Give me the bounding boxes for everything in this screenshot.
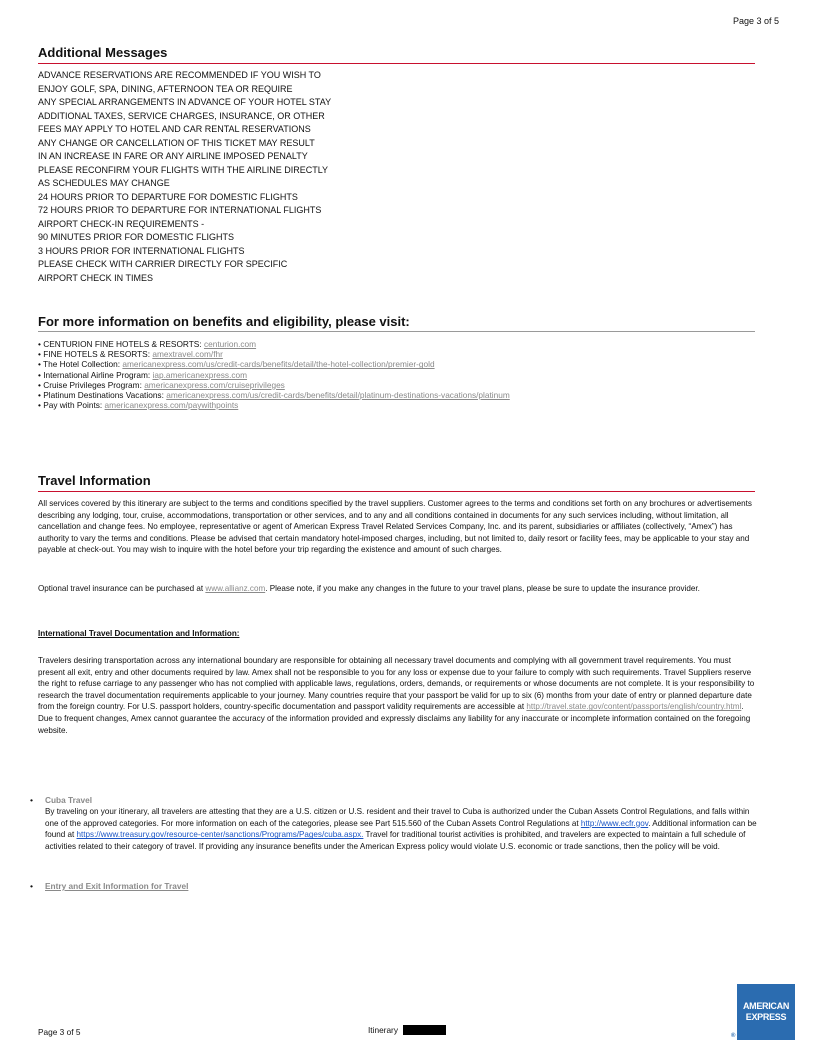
allianz-link[interactable]: www.allianz.com	[205, 584, 266, 593]
insurance-paragraph: Optional travel insurance can be purchased at www.allianz.com. Please note, if you make any changes in the future to your travel plans, please be sure to update the insurance provider.	[38, 584, 700, 593]
message-line: IN AN INCREASE IN FARE OR ANY AIRLINE IMPOSED PENALTY	[38, 151, 308, 161]
message-line: 24 HOURS PRIOR TO DEPARTURE FOR DOMESTIC FLIGHTS	[38, 191, 298, 202]
message-line: 90 MINUTES PRIOR FOR DOMESTIC FLIGHTS	[38, 232, 235, 242]
heading-divider	[38, 491, 755, 492]
registered-mark: ®	[731, 1033, 736, 1039]
list-item: • Cruise Privileges Program: americanexpress.com/cruiseprivileges	[38, 379, 285, 390]
list-item: • CENTURION FINE HOTELS & RESORTS: centurion.com	[38, 339, 257, 349]
intl-docs-paragraph: Travelers desiring transportation across any international boundary are responsible for obtaining all necessary travel documents and complying with all government travel requirements. You must present all exit, entry and other documents required by law. Amex shall not be responsible to you for any loss or expense due to your failure to comply with such requirements. Travel Suppliers reserve the right to refuse carriage to any passenger who has not complied with applicable laws, regulations, orders, demands, or requirements or whose documents are not complete. It is your responsibility to research the travel documentation requirements applicable to your journey. Many countries require that your passport be valid for up to six (6) months from your date of entry or planned departure date from the foreign country. For U.S. passport holders, country-specific documentation and passport validity requirements are accessible at http://travel.state.gov/content/passports/english/country.html. Due to frequent changes, Amex cannot guarantee the accuracy of the information provided and expressly disclaims any liability for any inaccurate or incomplete information contained on the foregoing website.	[38, 656, 755, 735]
bullet-dot: •	[30, 795, 34, 805]
cruise-privileges-link[interactable]: americanexpress.com/cruiseprivileges	[144, 379, 285, 390]
message-line: ANY SPECIAL ARRANGEMENTS IN ADVANCE OF YOUR HOTEL STAY	[38, 97, 332, 107]
message-line: ANY CHANGE OR CANCELLATION OF THIS TICKET MAY RESULT	[38, 137, 315, 148]
additional-messages-heading: Additional Messages	[38, 45, 168, 60]
itinerary-label: Itinerary	[368, 1025, 398, 1035]
list-item: • International Airline Program: iap.americanexpress.com	[38, 369, 248, 380]
message-line: ADVANCE RESERVATIONS ARE RECOMMENDED IF YOU WISH TO	[38, 70, 321, 80]
travel-information-heading: Travel Information	[38, 473, 151, 488]
benefits-heading: For more information on benefits and eligibility, please visit:	[38, 314, 410, 329]
list-item: • FINE HOTELS & RESORTS: amextravel.com/fhr	[38, 349, 223, 360]
benefits-list	[38, 339, 510, 410]
heading-divider	[38, 63, 755, 64]
message-line: AIRPORT CHECK IN TIMES	[38, 272, 154, 283]
platinum-destinations-link[interactable]: americanexpress.com/us/credit-cards/benefits/detail/platinum-destinations-vacations/platinum	[166, 390, 510, 401]
message-line: ADDITIONAL TAXES, SERVICE CHARGES, INSURANCE, OR OTHER	[38, 110, 325, 121]
redacted-itinerary-number	[403, 1025, 446, 1035]
message-line: 3 HOURS PRIOR FOR INTERNATIONAL FLIGHTS	[38, 245, 245, 256]
hotel-collection-link[interactable]: americanexpress.com/us/credit-cards/benefits/detail/the-hotel-collection/premier-gold	[122, 359, 435, 370]
terms-paragraph: All services covered by this itinerary are subject to the terms and conditions specified by the travel suppliers. Customer agrees to the terms and conditions set forth on any brochures or advertisements describing any lodging, tour, cruise, accommodations, transportation or other services, and to any and all conditions contained in documents for any such services including, without limitation, all cancellation and change fees. No employee, representative or agent of American Express Travel Related Services Company, Inc. and its parent, subsidiaries or affiliates (collectively, “Amex”) has authority to vary the terms and conditions. Please be advised that certain mandatory hotel-imposed charges, including, but not limited to, daily resort or facility fees, may be applicable to your stay and payable at check-out. You may wish to inquire with the hotel before your trip regarding the existence and amount of such charges.	[38, 499, 752, 555]
cuba-travel-paragraph: By traveling on your itinerary, all travelers are attesting that they are a U.S. citizen or U.S. resident and their travel to Cuba is authorized under the Cuban Assets Control Regulations, and falls within one of the approved categories. For more information on each of the categories, please see Part 515.560 of the Cuban Assets Control Regulations at http://www.ecfr.gov. Additional information can be found at https://www.treasury.gov/resource-center/sanctions/Programs/Pages/cuba.aspx. Travel for traditional tourist activities is prohibited, and travelers are expected to maintain a full schedule of activities related to their category of travel. If providing any insurance benefits under the American Express policy would violate U.S. economic or trade sanctions, then the policy will be void.	[45, 807, 757, 851]
message-line: AS SCHEDULES MAY CHANGE	[38, 178, 170, 188]
additional-messages-list	[38, 69, 331, 285]
treasury-link[interactable]: https://www.treasury.gov/resource-center/sanctions/Programs/Pages/cuba.aspx.	[76, 830, 364, 840]
list-item: • The Hotel Collection: americanexpress.com/us/credit-cards/benefits/detail/the-hotel-collection/premier-gold	[38, 359, 435, 370]
list-item: • Platinum Destinations Vacations: americanexpress.com/us/credit-cards/benefits/detail/platinum-destinations-vacations/platinum	[38, 390, 510, 401]
message-line: PLEASE CHECK WITH CARRIER DIRECTLY FOR SPECIFIC	[38, 259, 288, 269]
entry-exit-link[interactable]: Entry and Exit Information for Travel	[45, 881, 189, 891]
heading-divider	[38, 331, 755, 332]
header-page-number: Page 3 of 5	[732, 16, 779, 26]
amex-logo	[731, 984, 795, 1040]
footer-page-number: Page 3 of 5	[38, 1027, 81, 1037]
fhr-link[interactable]: amextravel.com/fhr	[152, 349, 223, 360]
message-line: AIRPORT CHECK-IN REQUIREMENTS -	[38, 218, 205, 229]
logo-text: EXPRESS	[745, 1012, 787, 1022]
intl-docs-heading: International Travel Documentation and Information:	[38, 629, 240, 638]
bullet-dot: •	[30, 881, 34, 891]
ecfr-link[interactable]: http://www.ecfr.gov	[580, 818, 649, 828]
pay-with-points-link[interactable]: americanexpress.com/paywithpoints	[104, 400, 239, 411]
logo-text: AMERICAN	[742, 1001, 790, 1011]
message-line: ENJOY GOLF, SPA, DINING, AFTERNOON TEA OR REQUIRE	[38, 83, 293, 94]
message-line: FEES MAY APPLY TO HOTEL AND CAR RENTAL RESERVATIONS	[38, 124, 311, 134]
cuba-travel-title: Cuba Travel	[45, 795, 93, 805]
centurion-link[interactable]: centurion.com	[203, 339, 257, 349]
message-line: PLEASE RECONFIRM YOUR FLIGHTS WITH THE AIRLINE DIRECTLY	[38, 164, 329, 175]
travel-state-link[interactable]: http://travel.state.gov/content/passports/english/country.html	[526, 702, 742, 712]
airline-program-link[interactable]: iap.americanexpress.com	[152, 369, 248, 380]
message-line: 72 HOURS PRIOR TO DEPARTURE FOR INTERNATIONAL FLIGHTS	[38, 205, 322, 215]
list-item: • Pay with Points: americanexpress.com/paywithpoints	[38, 400, 239, 411]
